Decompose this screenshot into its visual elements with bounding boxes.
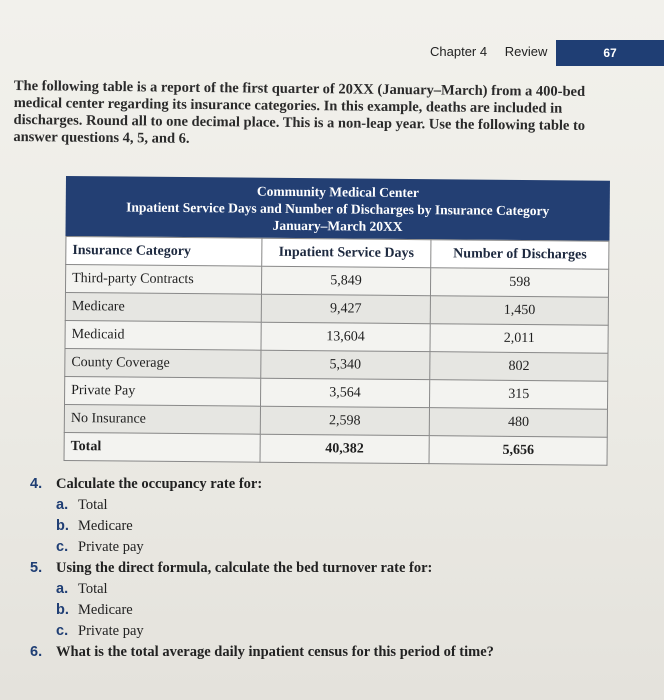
category-cell: County Coverage xyxy=(65,348,261,378)
question-5 xyxy=(30,560,640,577)
category-cell: Private Pay xyxy=(65,376,261,406)
question-number: 4. xyxy=(30,476,43,492)
question-4b: b. Medicare xyxy=(56,518,133,534)
service-days-cell: 5,340 xyxy=(260,350,430,379)
question-number: 6. xyxy=(30,644,43,660)
table-total-row xyxy=(64,432,607,465)
service-days-cell: 9,427 xyxy=(261,294,431,323)
discharges-cell: 1,450 xyxy=(431,296,609,326)
service-days-cell: 2,598 xyxy=(260,406,430,435)
page-number-badge: 67 xyxy=(556,40,664,66)
service-days-cell: 3,564 xyxy=(260,378,430,407)
section-label: Review xyxy=(504,44,548,59)
column-header: Number of Discharges xyxy=(431,240,609,270)
total-discharges-cell: 5,656 xyxy=(429,436,607,466)
question-4c: c. Private pay xyxy=(56,539,144,555)
running-header xyxy=(430,44,561,59)
chapter-label: Chapter 4 xyxy=(430,44,488,59)
question-number: 5. xyxy=(30,560,43,576)
total-label-cell: Total xyxy=(64,432,260,462)
column-header: Insurance Category xyxy=(66,237,262,267)
question-5b: b. Medicare xyxy=(56,602,133,618)
question-5c: c. Private pay xyxy=(56,623,144,639)
category-cell: No Insurance xyxy=(64,404,260,434)
question-4a: a. Total xyxy=(56,497,108,513)
question-text: Calculate the occupancy rate for: xyxy=(56,476,263,492)
question-6 xyxy=(30,644,640,661)
insurance-table xyxy=(64,176,610,466)
question-text: What is the total average daily inpatient census for this period of time? xyxy=(56,644,494,660)
service-days-cell: 13,604 xyxy=(261,322,431,351)
question-text: Using the direct formula, calculate the bed turnover rate for: xyxy=(56,560,433,576)
question-4 xyxy=(30,476,640,493)
category-cell: Medicaid xyxy=(65,320,261,350)
total-service-days-cell: 40,382 xyxy=(260,434,430,463)
intro-paragraph: The following table is a report of the first quarter of 20XX (January–March) from a 400-bed medical center regarding its insurance categories. In this example, deaths are included in discharges. Round all to one decimal place. This is a non-leap year. Use the following table to answer questions 4, 5, and 6. xyxy=(13,78,586,147)
discharges-cell: 480 xyxy=(430,408,608,438)
table-title-line1: Community Medical Center xyxy=(256,183,419,201)
table-title-line2: Inpatient Service Days and Number of Discharges by Insurance Category xyxy=(126,199,550,219)
discharges-cell: 802 xyxy=(430,352,608,382)
discharges-cell: 2,011 xyxy=(430,324,608,354)
category-cell: Third-party Contracts xyxy=(65,265,261,295)
category-cell: Medicare xyxy=(65,292,261,322)
table-title-line3: January–March 20XX xyxy=(272,217,403,234)
table-title xyxy=(65,176,610,241)
question-5a: a. Total xyxy=(56,581,108,597)
review-questions xyxy=(30,476,640,665)
column-header: Inpatient Service Days xyxy=(261,238,431,267)
service-days-cell: 5,849 xyxy=(261,266,431,295)
discharges-cell: 598 xyxy=(431,268,609,298)
discharges-cell: 315 xyxy=(430,380,608,410)
